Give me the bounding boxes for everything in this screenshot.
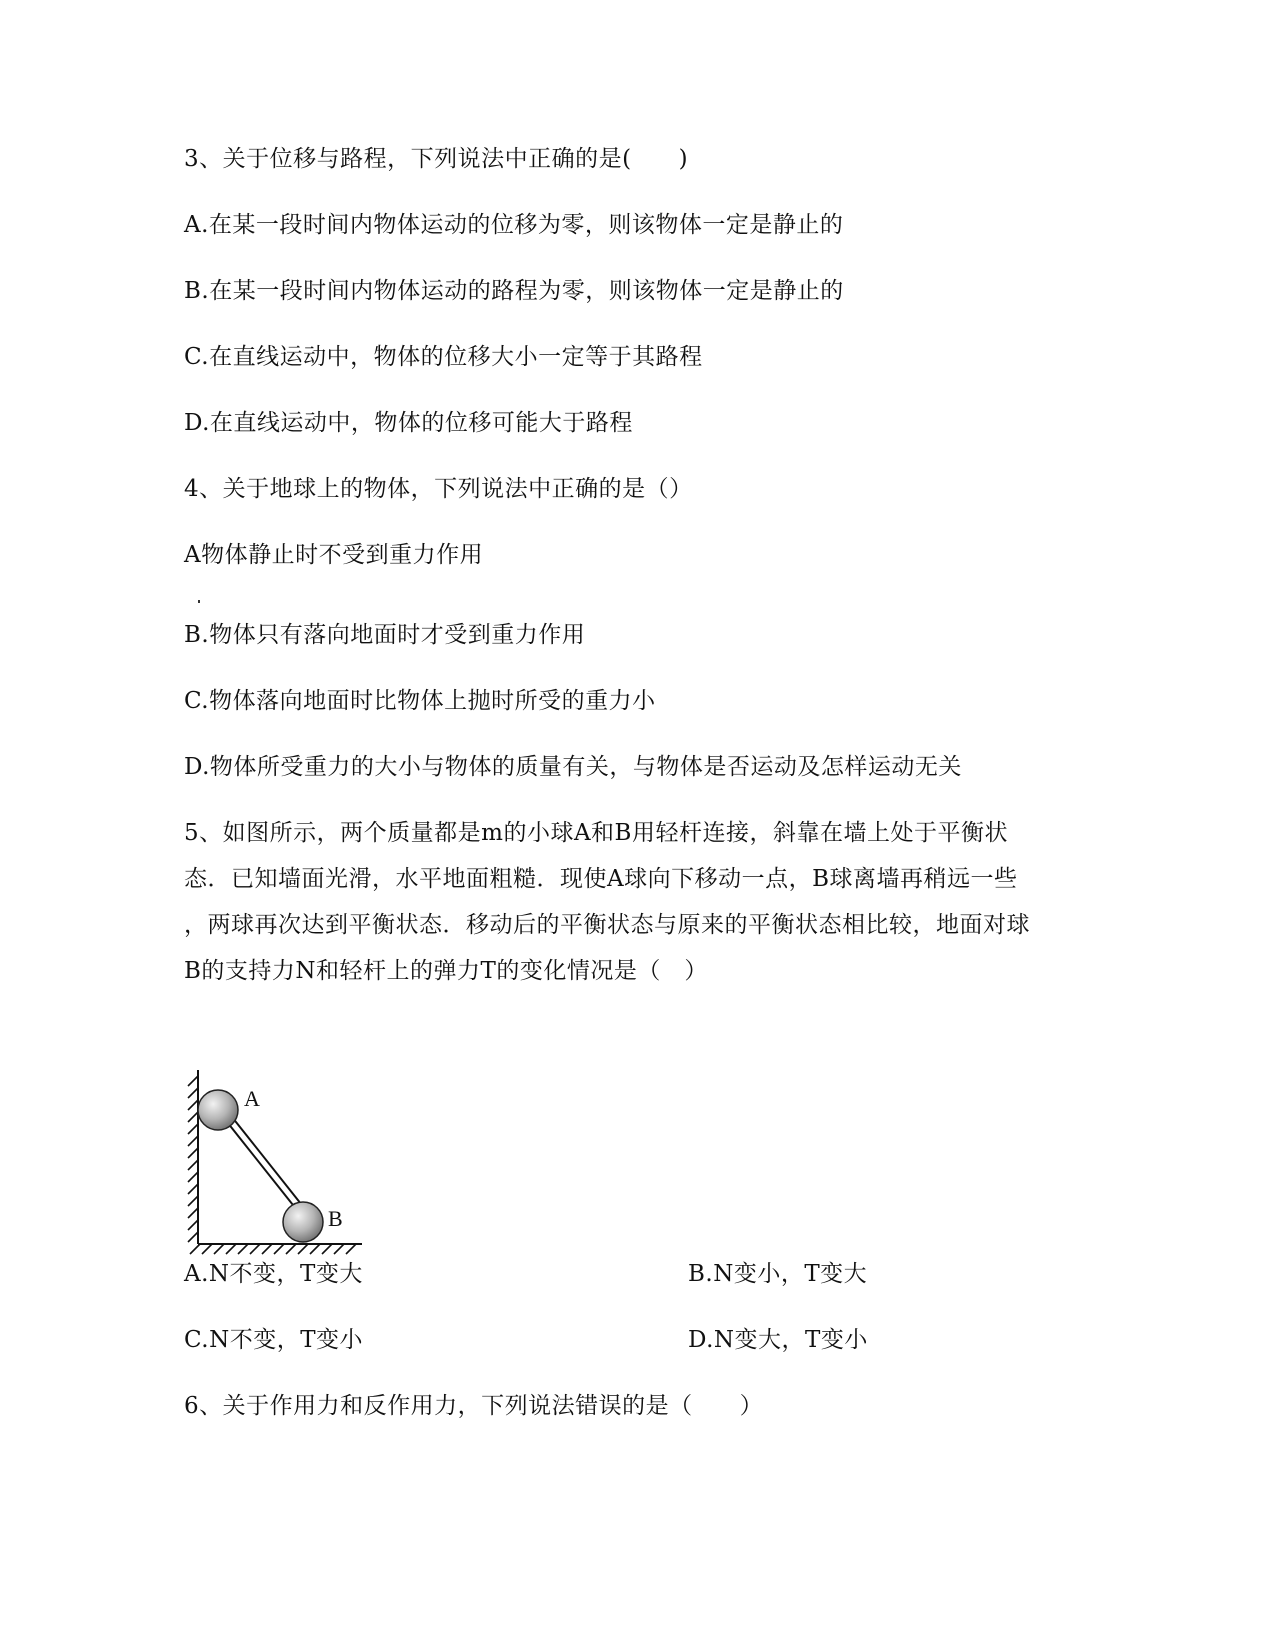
q5-option-d: D.N变大，T变小 [688,1327,868,1353]
ground [190,1244,362,1254]
stray-mark [198,600,200,603]
q3-option-a: A.在某一段时间内物体运动的位移为零，则该物体一定是静止的 [184,212,844,238]
q6-stem: 6、关于作用力和反作用力，下列说法错误的是（ ） [184,1393,764,1419]
q5-option-b: B.N变小，T变大 [688,1261,868,1287]
q5-option-a: A.N不变，T变大 [184,1261,363,1287]
wall [188,1070,198,1244]
q3-stem: 3、关于位移与路程，下列说法中正确的是( ) [184,146,689,172]
q3-option-d: D.在直线运动中，物体的位移可能大于路程 [184,410,633,436]
q5-stem-line-1: 5、如图所示，两个质量都是m的小球A和B用轻杆连接，斜靠在墙上处于平衡状 [184,820,1008,846]
light-rod [222,1110,299,1207]
ball-b [283,1202,323,1242]
q5-stem-line-2: 态．已知墙面光滑，水平地面粗糙．现使A球向下移动一点，B球离墙再稍远一些 [184,866,1018,892]
q4-option-b: B.物体只有落向地面时才受到重力作用 [184,622,586,648]
q4-option-c: C.物体落向地面时比物体上抛时所受的重力小 [184,688,656,714]
q5-stem-line-4: B的支持力N和轻杆上的弹力T的变化情况是（ ） [184,958,708,984]
ball-rod-diagram [186,1062,386,1287]
q5-option-c: C.N不变，T变小 [184,1327,364,1353]
q4-stem: 4、关于地球上的物体，下列说法中正确的是（） [184,476,693,502]
q3-option-c: C.在直线运动中，物体的位移大小一定等于其路程 [184,344,703,370]
ball-a [198,1090,238,1130]
ball-a-label: A [244,1086,260,1111]
q5-stem-line-3: ，两球再次达到平衡状态．移动后的平衡状态与原来的平衡状态相比较，地面对球 [184,912,1030,938]
q4-option-d: D.物体所受重力的大小与物体的质量有关，与物体是否运动及怎样运动无关 [184,754,962,780]
q4-option-a: A物体静止时不受到重力作用 [184,542,484,568]
ball-b-label: B [328,1206,343,1231]
q3-option-b: B.在某一段时间内物体运动的路程为零，则该物体一定是静止的 [184,278,844,304]
